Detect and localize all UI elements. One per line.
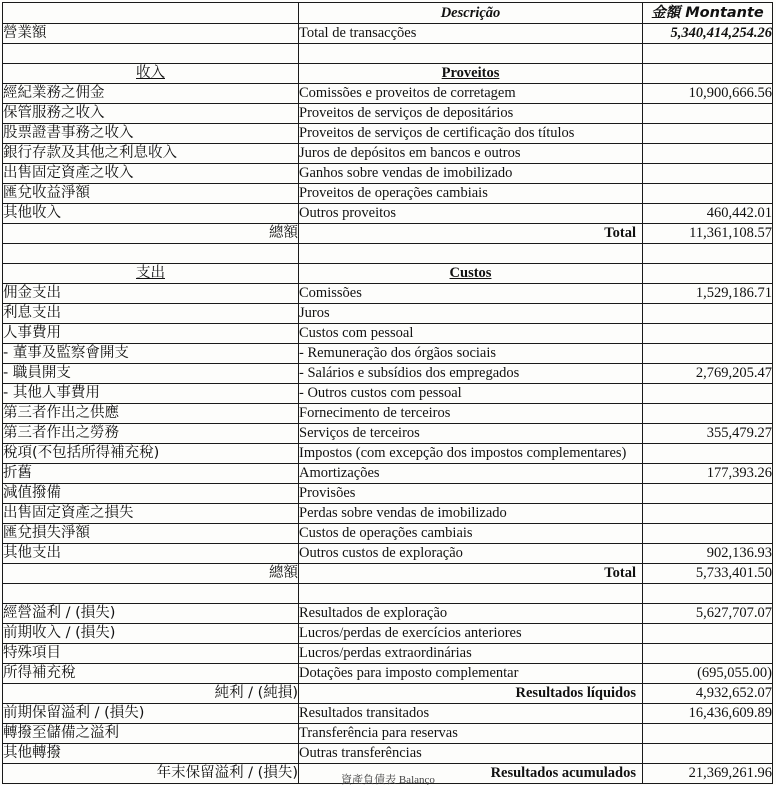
row-label-portuguese: Total de transacções	[299, 24, 643, 44]
row-label-chinese: - 其他人事費用	[3, 384, 299, 404]
table-row	[3, 704, 773, 724]
header-col-amount: 金額 Montante	[643, 3, 773, 24]
row-label-chinese: 經營溢利 / (損失)	[3, 604, 299, 624]
row-amount: 2,769,205.47	[643, 364, 773, 384]
row-label-portuguese: Transferência para reservas	[299, 724, 643, 744]
row-label-chinese: 銀行存款及其他之利息收入	[3, 144, 299, 164]
spacer-cell-chinese	[3, 244, 299, 264]
row-label-portuguese: Outros custos de exploração	[299, 544, 643, 564]
row-label-chinese: - 職員開支	[3, 364, 299, 384]
row-label-chinese: 匯兌收益淨額	[3, 184, 299, 204]
table-row	[3, 604, 773, 624]
table-row	[3, 664, 773, 684]
row-amount	[643, 744, 773, 764]
row-amount	[643, 644, 773, 664]
row-label-chinese: 純利 / (純損)	[3, 684, 299, 704]
row-label-portuguese: Lucros/perdas extraordinárias	[299, 644, 643, 664]
row-label-chinese: 前期收入 / (損失)	[3, 624, 299, 644]
row-amount: 10,900,666.56	[643, 84, 773, 104]
table-row	[3, 444, 773, 464]
table-row	[3, 484, 773, 504]
row-label-chinese: 出售固定資產之損失	[3, 504, 299, 524]
row-label-chinese: - 董事及監察會開支	[3, 344, 299, 364]
table-row	[3, 324, 773, 344]
row-label-portuguese: Lucros/perdas de exercícios anteriores	[299, 624, 643, 644]
table-row	[3, 544, 773, 564]
row-label-chinese: 折舊	[3, 464, 299, 484]
row-label-portuguese: - Salários e subsídios dos empregados	[299, 364, 643, 384]
income-statement-table	[2, 2, 773, 784]
row-label-chinese: 利息支出	[3, 304, 299, 324]
row-amount: 902,136.93	[643, 544, 773, 564]
table-row	[3, 504, 773, 524]
row-amount	[643, 504, 773, 524]
row-label-portuguese: Custos com pessoal	[299, 324, 643, 344]
table-row	[3, 684, 773, 704]
row-amount	[643, 344, 773, 364]
row-amount: 4,932,652.07	[643, 684, 773, 704]
table-header-row	[3, 3, 773, 24]
row-label-portuguese: Outros proveitos	[299, 204, 643, 224]
row-label-portuguese: Juros de depósitos em bancos e outros	[299, 144, 643, 164]
table-row	[3, 124, 773, 144]
row-label-chinese: 總額	[3, 224, 299, 244]
table-row	[3, 344, 773, 364]
spacer-cell-amount	[643, 44, 773, 64]
row-amount	[643, 124, 773, 144]
table-row	[3, 644, 773, 664]
row-amount: 5,627,707.07	[643, 604, 773, 624]
row-label-portuguese: Custos	[299, 264, 643, 284]
row-label-chinese: 轉撥至儲備之溢利	[3, 724, 299, 744]
row-label-portuguese: Outras transferências	[299, 744, 643, 764]
row-label-chinese: 人事費用	[3, 324, 299, 344]
table-row	[3, 524, 773, 544]
row-label-portuguese: Impostos (com excepção dos impostos complementares)	[299, 444, 643, 464]
row-label-portuguese: Dotações para imposto complementar	[299, 664, 643, 684]
row-label-portuguese: Total	[299, 224, 643, 244]
spacer-cell-amount	[643, 244, 773, 264]
row-label-portuguese: Juros	[299, 304, 643, 324]
row-label-chinese: 匯兌損失淨額	[3, 524, 299, 544]
table-row	[3, 304, 773, 324]
row-label-chinese: 其他收入	[3, 204, 299, 224]
row-amount: (695,055.00)	[643, 664, 773, 684]
row-label-portuguese: - Outros custos com pessoal	[299, 384, 643, 404]
row-amount	[643, 404, 773, 424]
table-body	[3, 3, 773, 784]
row-label-chinese: 保管服務之收入	[3, 104, 299, 124]
row-label-portuguese: Ganhos sobre vendas de imobilizado	[299, 164, 643, 184]
row-amount	[643, 444, 773, 464]
row-label-chinese: 出售固定資產之收入	[3, 164, 299, 184]
row-label-chinese: 第三者作出之勞務	[3, 424, 299, 444]
row-label-chinese: 其他轉撥	[3, 744, 299, 764]
row-amount	[643, 324, 773, 344]
row-amount: 1,529,186.71	[643, 284, 773, 304]
spacer-row	[3, 44, 773, 64]
row-label-chinese: 特殊項目	[3, 644, 299, 664]
header-col-descricao: Descrição	[299, 3, 643, 24]
table-row	[3, 384, 773, 404]
row-amount: 5,340,414,254.26	[643, 24, 773, 44]
row-label-portuguese: Proveitos de serviços de certificação dos títulos	[299, 124, 643, 144]
table-row	[3, 104, 773, 124]
spacer-row	[3, 244, 773, 264]
row-amount: 460,442.01	[643, 204, 773, 224]
row-label-portuguese: Comissões e proveitos de corretagem	[299, 84, 643, 104]
spacer-cell-descricao	[299, 244, 643, 264]
row-label-chinese: 收入	[3, 64, 299, 84]
table-row	[3, 404, 773, 424]
financial-statement-page	[0, 2, 776, 785]
table-row	[3, 144, 773, 164]
row-label-chinese: 經紀業務之佣金	[3, 84, 299, 104]
row-label-portuguese: Fornecimento de terceiros	[299, 404, 643, 424]
row-label-chinese: 總額	[3, 564, 299, 584]
row-label-chinese: 支出	[3, 264, 299, 284]
row-label-portuguese: Resultados acumulados	[299, 764, 643, 784]
table-row	[3, 164, 773, 184]
table-row	[3, 624, 773, 644]
row-label-chinese: 佣金支出	[3, 284, 299, 304]
table-row	[3, 84, 773, 104]
row-amount: 21,369,261.96	[643, 764, 773, 784]
row-label-portuguese: Amortizações	[299, 464, 643, 484]
header-col-chinese	[3, 3, 299, 24]
row-amount	[643, 184, 773, 204]
row-amount: 16,436,609.89	[643, 704, 773, 724]
row-amount	[643, 524, 773, 544]
row-label-chinese: 營業額	[3, 24, 299, 44]
row-label-portuguese: Perdas sobre vendas de imobilizado	[299, 504, 643, 524]
table-row	[3, 424, 773, 444]
row-amount	[643, 264, 773, 284]
row-amount	[643, 384, 773, 404]
row-label-chinese: 股票證書事務之收入	[3, 124, 299, 144]
spacer-cell-descricao	[299, 44, 643, 64]
table-row	[3, 724, 773, 744]
table-row	[3, 184, 773, 204]
row-amount: 5,733,401.50	[643, 564, 773, 584]
row-amount: 11,361,108.57	[643, 224, 773, 244]
row-label-portuguese: Resultados de exploração	[299, 604, 643, 624]
row-label-portuguese: Proveitos de serviços de depositários	[299, 104, 643, 124]
spacer-cell-amount	[643, 584, 773, 604]
spacer-cell-descricao	[299, 584, 643, 604]
row-label-portuguese: Proveitos de operações cambiais	[299, 184, 643, 204]
row-label-chinese: 前期保留溢利 / (損失)	[3, 704, 299, 724]
spacer-cell-chinese	[3, 44, 299, 64]
row-amount	[643, 104, 773, 124]
table-row	[3, 464, 773, 484]
table-row	[3, 24, 773, 44]
table-row	[3, 744, 773, 764]
section-heading-row	[3, 64, 773, 84]
row-label-chinese: 第三者作出之供應	[3, 404, 299, 424]
row-amount	[643, 304, 773, 324]
table-row	[3, 364, 773, 384]
row-label-chinese: 稅項(不包括所得補充稅)	[3, 444, 299, 464]
row-label-portuguese: Resultados líquidos	[299, 684, 643, 704]
row-label-chinese: 其他支出	[3, 544, 299, 564]
row-label-chinese: 年末保留溢利 / (損失)	[3, 764, 299, 784]
spacer-cell-chinese	[3, 584, 299, 604]
row-label-chinese: 所得補充稅	[3, 664, 299, 684]
row-label-portuguese: Comissões	[299, 284, 643, 304]
row-label-portuguese: - Remuneração dos órgãos sociais	[299, 344, 643, 364]
row-label-portuguese: Total	[299, 564, 643, 584]
row-label-portuguese: Resultados transitados	[299, 704, 643, 724]
row-label-portuguese: Serviços de terceiros	[299, 424, 643, 444]
spacer-row	[3, 584, 773, 604]
row-amount	[643, 624, 773, 644]
row-label-chinese: 減值撥備	[3, 484, 299, 504]
row-label-portuguese: Provisões	[299, 484, 643, 504]
row-amount	[643, 64, 773, 84]
row-amount	[643, 484, 773, 504]
row-amount	[643, 144, 773, 164]
section-heading-row	[3, 264, 773, 284]
row-amount: 355,479.27	[643, 424, 773, 444]
row-amount	[643, 164, 773, 184]
table-row	[3, 224, 773, 244]
row-label-portuguese: Proveitos	[299, 64, 643, 84]
table-row	[3, 564, 773, 584]
row-amount	[643, 724, 773, 744]
table-row	[3, 284, 773, 304]
table-row	[3, 204, 773, 224]
page-footnote: 資產負債表 Balanço	[341, 774, 435, 785]
row-label-portuguese: Custos de operações cambiais	[299, 524, 643, 544]
row-amount: 177,393.26	[643, 464, 773, 484]
